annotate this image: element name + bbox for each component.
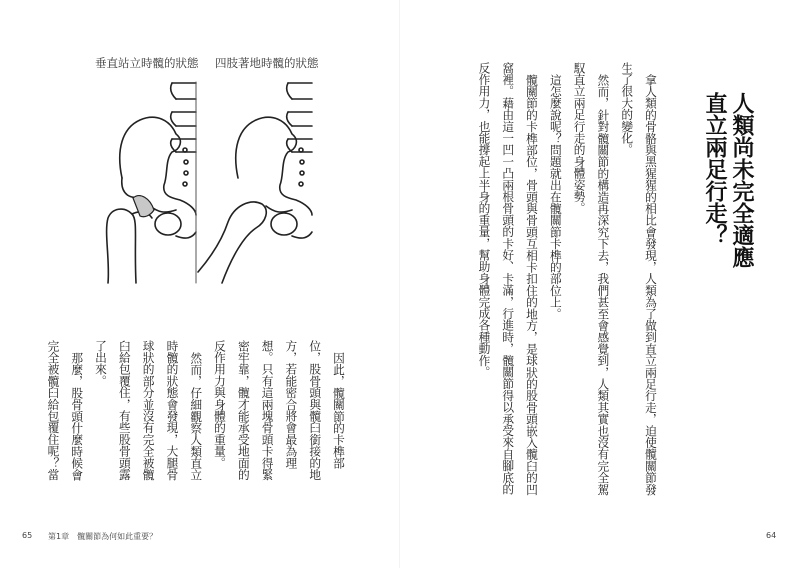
text-column: 時髖的狀態會發現，大腿骨 xyxy=(165,340,180,481)
page-number-left: 65 xyxy=(22,531,33,540)
title-line: 直立兩足行走？ xyxy=(702,92,728,246)
figure-caption-upright: 垂直站立時髖的狀態 xyxy=(95,56,199,70)
right-body-text xyxy=(472,62,662,495)
text-column: 方，若能密合將會最為理 xyxy=(284,340,299,469)
hip-joint-illustration xyxy=(0,0,400,300)
left-body-text xyxy=(41,340,350,480)
quadruped-pelvis-drawing xyxy=(198,83,312,283)
running-head: 第1章 髖關節為何如此重要？ xyxy=(48,532,158,541)
text-column: 馭直立兩足行走的身體姿勢。 xyxy=(572,62,587,215)
text-column: 拿人類的骨骼與黑猩猩的相比會發現，人類為了做到直立兩足行走，迫使髖關節發 xyxy=(644,73,658,495)
text-column: 然而，針對髖關節的構造再深究下去，我們甚至會感覺到，人類其實也沒有完全駕 xyxy=(596,73,611,495)
text-column: 那麼，股骨頭什麼時候會 xyxy=(70,351,85,481)
title-line: 人類尚未完全適應 xyxy=(729,92,755,268)
upright-pelvis-drawing xyxy=(107,83,196,283)
text-column: 了出來。 xyxy=(94,340,109,387)
right-page xyxy=(400,0,800,568)
text-column: 因此，髖關節的卡榫部 xyxy=(332,351,346,469)
text-column: 反作用力，也能撐起上半身的重量，幫助身體完成各種動作。 xyxy=(477,62,492,378)
text-column: 球狀的部分並沒有完全被髖 xyxy=(141,340,156,481)
figure-caption-quadruped: 四肢著地時髖的狀態 xyxy=(215,56,319,70)
text-column: 然而，仔細觀察人類直立 xyxy=(189,351,204,481)
text-column: 位，股骨頭與髖臼銜接的地 xyxy=(308,340,323,481)
text-column: 臼給包覆住，有些股骨頭露 xyxy=(117,340,132,481)
text-column: 窩裡。藉由這一凹一凸兩根骨頭的卡好、卡滿，行進時，髖關節得以承受來自腳底的 xyxy=(501,62,516,495)
text-column: 反作用力與身體的重量。 xyxy=(213,340,228,469)
exposed-femoral-head-shading xyxy=(133,196,154,217)
text-column: 這怎麼說呢？問題就出在髖關節卡榫的部位上。 xyxy=(548,73,563,320)
page-number-right: 64 xyxy=(766,531,777,540)
section-title xyxy=(701,92,755,268)
text-column: 髖關節的卡榫部位，骨頭與骨頭互相卡扣住的地方，是球狀的股骨頭嵌入髖臼的凹 xyxy=(525,73,540,495)
text-column: 完全被髖臼給包覆住呢？當 xyxy=(46,340,61,481)
text-column: 生了很大的變化。 xyxy=(620,62,635,156)
text-column: 密牢靠，髖才能承受地面的 xyxy=(236,340,251,481)
text-column: 想。只有這兩塊骨頭卡得緊 xyxy=(260,340,275,481)
